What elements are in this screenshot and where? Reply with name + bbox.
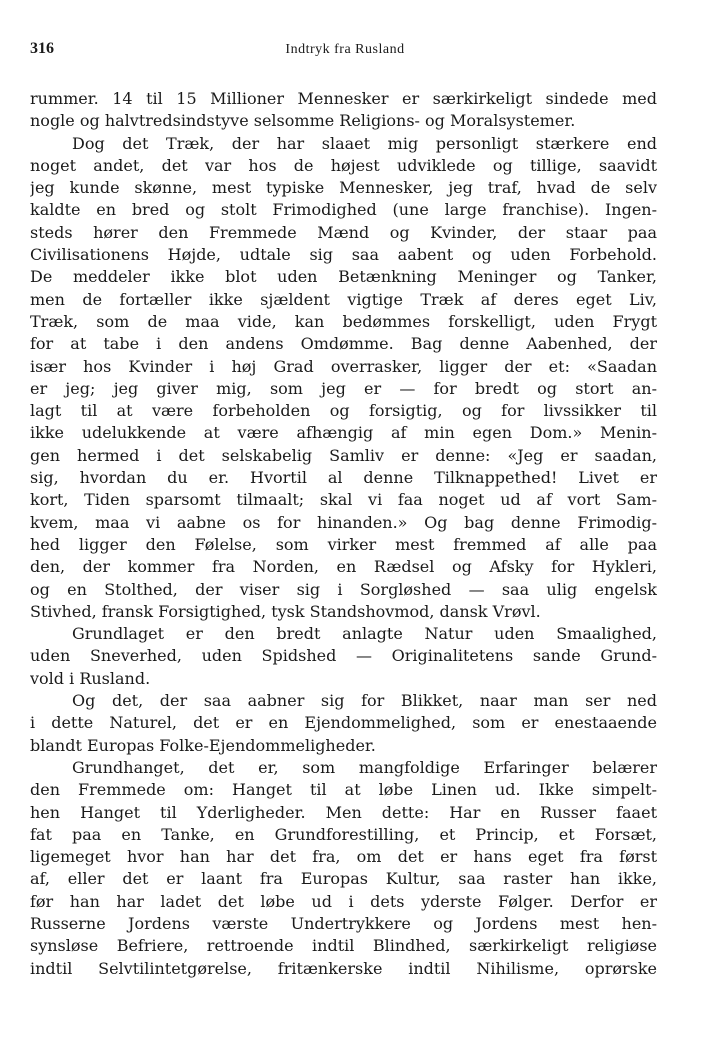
text-line: kort, Tiden sparsomt tilmaalt; skal vi faa noget ud af vort Sam-: [30, 490, 657, 510]
page-header: [30, 40, 660, 62]
text-line: Træk, som de maa vide, kan bedømmes forskelligt, uden Frygt: [30, 311, 657, 331]
text-line: indtil Selvtilintetgørelse, fritænkerske indtil Nihilisme, oprørske: [30, 958, 657, 978]
text-line: Grundhanget, det er, som mangfoldige Erfaringer belærer: [72, 757, 657, 777]
running-title: Indtryk fra Rusland: [285, 42, 405, 57]
body-text: [30, 88, 657, 980]
text-line: før han har ladet det løbe ud i dets yderste Følger. Derfor er: [30, 891, 657, 911]
text-line: Dog det Træk, der har slaaet mig personligt stærkere end: [72, 133, 657, 153]
text-line: den Fremmede om: Hanget til at løbe Linen ud. Ikke simpelt-: [30, 780, 657, 800]
text-line: nogle og halvtredsindstyve selsomme Religions- og Moralsystemer.: [30, 111, 576, 131]
text-line: ligemeget hvor han har det fra, om det er hans eget fra først: [30, 847, 657, 867]
text-line: kaldte en bred og stolt Frimodighed (une large franchise). Ingen-: [30, 200, 657, 220]
text-line: Civilisationens Højde, udtale sig saa aabent og uden Forbehold.: [30, 245, 657, 265]
text-line: synsløse Befriere, rettroende indtil Blindhed, særkirkeligt religiøse: [30, 936, 657, 956]
text-line: vold i Rusland.: [30, 668, 151, 688]
text-line: lagt til at være forbeholden og forsigtig, og for livssikker til: [30, 401, 657, 421]
page-number: 316: [30, 40, 54, 57]
text-line: gen hermed i det selskabelig Samliv er denne: «Jeg er saadan,: [30, 445, 657, 465]
text-line: den, der kommer fra Norden, en Rædsel og Afsky for Hykleri,: [30, 557, 657, 577]
text-line: blandt Europas Folke-Ejendommeligheder.: [30, 735, 376, 755]
text-line: hen Hanget til Yderligheder. Men dette: Har en Russer faaet: [30, 802, 657, 822]
text-line: Og det, der saa aabner sig for Blikket, naar man ser ned: [72, 691, 657, 711]
text-line: steds hører den Fremmede Mænd og Kvinder, der staar paa: [30, 222, 657, 242]
text-line: uden Sneverhed, uden Spidshed — Originalitetens sande Grund-: [30, 646, 657, 666]
text-line: Grundlaget er den bredt anlagte Natur uden Smaalighed,: [72, 624, 657, 644]
text-line: jeg kunde skønne, mest typiske Mennesker, jeg traf, hvad de selv: [30, 178, 657, 198]
text-line: ikke udelukkende at være afhængig af min egen Dom.» Menin-: [30, 423, 657, 443]
text-line: noget andet, det var hos de højest udviklede og tillige, saavidt: [30, 155, 657, 175]
text-line: for at tabe i den andens Omdømme. Bag denne Aabenhed, der: [30, 334, 657, 354]
text-line: især hos Kvinder i høj Grad overrasker, ligger der et: «Saadan: [30, 356, 657, 376]
text-line: fat paa en Tanke, en Grundforestilling, et Princip, et Forsæt,: [30, 824, 657, 844]
text-line: hed ligger den Følelse, som virker mest fremmed af alle paa: [30, 534, 657, 554]
text-line: kvem, maa vi aabne os for hinanden.» Og bag denne Frimodig-: [30, 512, 657, 532]
text-line: i dette Naturel, det er en Ejendommelighed, som er enestaaende: [30, 713, 657, 733]
text-line: sig, hvordan du er. Hvortil al denne Tilknappethed! Livet er: [30, 468, 657, 488]
text-line: Russerne Jordens værste Undertrykkere og Jordens mest hen-: [30, 913, 657, 933]
text-line: og en Stolthed, der viser sig i Sorgløshed — saa ulig engelsk: [30, 579, 657, 599]
text-line: Stivhed, fransk Forsigtighed, tysk Standshovmod, dansk Vrøvl.: [30, 601, 541, 621]
text-line: men de fortæller ikke sjældent vigtige Træk af deres eget Liv,: [30, 289, 657, 309]
text-line: De meddeler ikke blot uden Betænkning Meninger og Tanker,: [30, 267, 657, 287]
text-line: er jeg; jeg giver mig, som jeg er — for bredt og stort an-: [30, 378, 657, 398]
text-line: af, eller det er laant fra Europas Kultur, saa raster han ikke,: [30, 869, 657, 889]
text-line: rummer. 14 til 15 Millioner Mennesker er særkirkeligt sindede med: [30, 89, 657, 108]
